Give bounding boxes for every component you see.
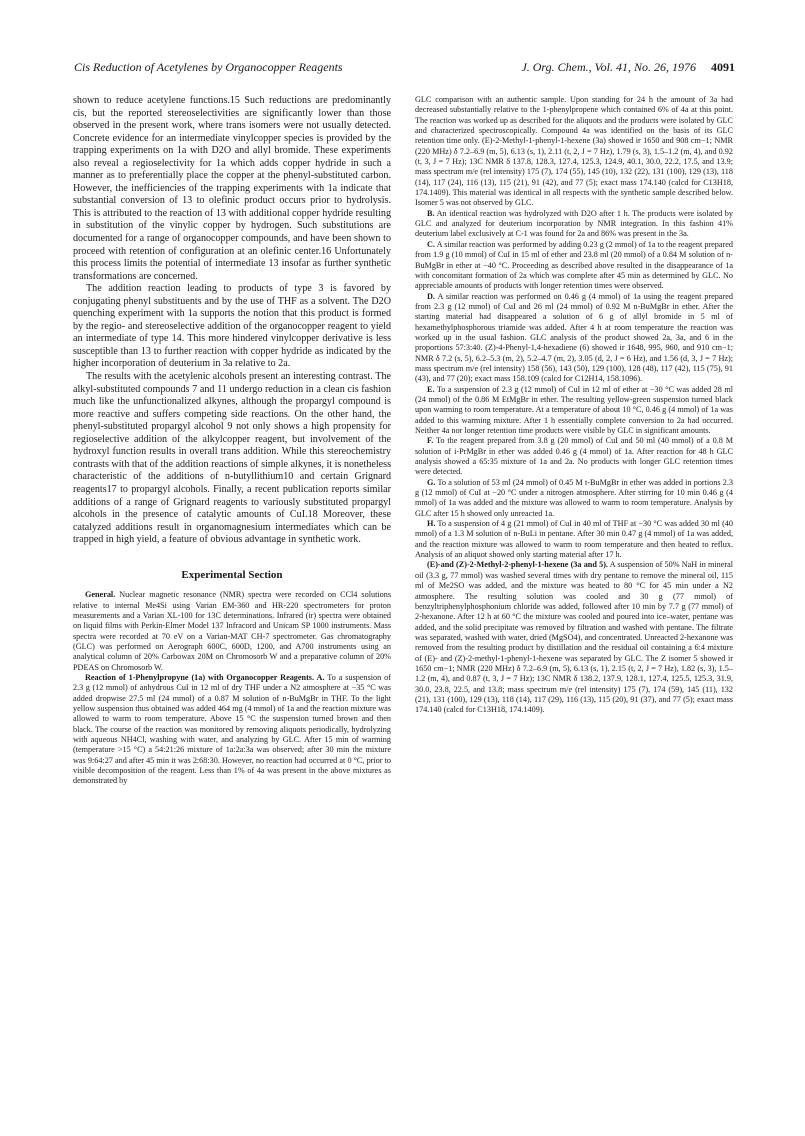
running-head-citation xyxy=(521,60,735,75)
general-paragraph xyxy=(73,590,391,673)
right-column xyxy=(415,95,733,716)
paragraph-f-text: To the reagent prepared from 3.8 g (20 mmol) of CuI and 50 ml (40 mmol) of a 0.8 M solution of i-PrMgBr in ether was added 0.46 g (4 mmol) of 1a. After reaction for 48 h GLC analysis showed a 65:35 mixture of 1a and 2a. No products with longer GLC retention times were detected. xyxy=(415,436,733,477)
paragraph-h-text: To a suspension of 4 g (21 mmol) of CuI in 40 ml of THF at −30 °C was added 30 ml (40 mmol) of a 1.3 M solution of n-BuLi in pentane. After 30 min 0.47 g (4 mmol) of 1a was added, and the reaction mixture was allowed to warm to room temperature and then heated to reflux. Analysis of an aliquot showed only starting material after 17 h. xyxy=(415,519,733,560)
continuation-paragraph: GLC comparison with an authentic sample. Upon standing for 24 h the amount of 3a had decreased substantially relative to the 1-phenylpropene which contained 6% of 4a at this point. The reaction was worked up as described for the aliquots and the products were isolated by GLC and characterized spectroscopically. Compound 4a was identified on the basis of its GLC retention time only. (E)-2-Methyl-1-phenyl-1-hexene (3a) showed ir 1650 and 908 cm−1; NMR (220 MHz) δ 7.2–6.9 (m, 5), 6.13 (s, 1), 2.11 (t, 2, J = 7 Hz), 1.79 (s, 3), 1.5–1.2 (m, 4), and 0.92 (t, 3, J = 7 Hz); 13C NMR δ 137.8, 128.3, 127.4, 125.3, 124.9, 40.1, 30.0, 22.2, 17.5, and 13.9; mass spectrum m/e (rel intensity) 175 (7), 174 (55), 145 (10), 132 (22), 131 (100), 129 (13), 118 (14), 117 (24), 116 (13), 115 (21), 91 (42), and 77 (5); exact mass 174.140 (calcd for C13H18, 174.1409). This material was identical in all respects with the synthetic sample described below. Isomer 5 was not observed by GLC. xyxy=(415,95,733,208)
body-paragraph: shown to reduce acetylene functions.15 Such reductions are predominantly cis, but the reported stereoselectivities are significantly lower than those observed in the present work, where trans isomers were not usually detected. Concrete evidence for an intermediate vinylcopper species is provided by the trapping experiments on 1a with D2O and allyl bromide. These experiments also reveal a regioselectivity for 1a which adds copper hydride in such a manner as to preferentially place the copper at the phenyl-substituted carbon. However, the inefficiencies of the trapping experiments with 1a indicate that substantial conversion of 13 to olefinic product occurs prior to hydrolysis. This is attributed to the reaction of 13 with additional copper hydride resulting in substitution of the vinylic copper by hydrogen. Such substitutions are documented for a range of organocopper compounds, and have been shown to proceed with retention of configuration at an olefinic center.16 Unfortunately this process limits the potential of intermediate 13 insofar as further synthetic transformations are concerned. xyxy=(73,95,391,282)
reaction-text: To a suspension of 2.3 g (12 mmol) of anhydrous CuI in 12 ml of dry THF under a N2 atmosphere at −35 °C was added dropwise 27.5 ml (24 mmol) of a 0.87 M solution of n-BuMgBr in THF. To the light yellow suspension thus obtained was added 464 mg (4 mmol) of 1a and the reaction mixture was allowed to warm to room temperature. Above 15 °C the suspension turned brown and then black. The course of the reaction was monitored by removing aliquots periodically, hydrolyzing with aqueous NH4Cl, washing with water, and analyzing by GLC. After 15 min of warming (temperature >15 °C) a 54:21:26 mixture of 1a:2a:3a was observed; after 30 min the mixture was 9:64:27 and after 45 min it was 2:68:30. However, no reaction had occurred at 0 °C, prior to visible decomposition of the reagent. Less than 1% of 4a was present in the above mixtures as demonstrated by xyxy=(73,672,391,786)
paragraph-h xyxy=(415,519,733,560)
paragraph-d xyxy=(415,292,733,385)
general-lead: General. xyxy=(85,590,116,600)
paragraph-synthesis-tag: (E)-and (Z)-2-Methyl-2-phenyl-1-hexene (3a and 5). xyxy=(427,560,608,570)
paragraph-f xyxy=(415,436,733,477)
body-paragraph: The results with the acetylenic alcohols present an interesting contrast. The alkyl-substituted compounds 7 and 11 undergo reduction in a clean cis fashion much like the unfunctionalized alkynes, although the propargyl compound is more reactive and suffers competing side reactions. On the other hand, the phenyl-substituted propargyl alcohol 9 not only shows a high propensity for regioselective addition of the alkylcopper reagent, but involvement of the hydroxyl function results in overall trans addition. While this stereochemistry contrasts with that of the addition reactions of simple alkynes, it is nonetheless characteristic of the additions of n-butyllithium10 and certain Grignard reagents17 to propargyl alcohols. Finally, a recent publication reports similar additions of a range of Grignard reagents to variously substituted propargyl alcohols in the presence of catalytic amounts of CuI.18 Moreover, these catalyzed additions result in organomagnesium intermediates which can be trapped in high yield, a feature of obvious advantage in synthetic work. xyxy=(73,371,391,546)
paragraph-b xyxy=(415,209,733,240)
paragraph-g-text: To a solution of 53 ml (24 mmol) of 0.45 M t-BuMgBr in ether was added in portions 2.3 g (12 mmol) of CuI at −20 °C under a nitrogen atmosphere. After stirring for 10 min 0.46 g (4 mmol) of 1a was added and the mixture was allowed to warm to room temperature. Analysis by GLC after 15 h showed only unreacted 1a. xyxy=(415,477,733,518)
paragraph-e-tag: E. xyxy=(427,384,435,394)
paragraph-f-tag: F. xyxy=(427,436,434,446)
general-text: Nuclear magnetic resonance (NMR) spectra were recorded on CCl4 solutions relative to internal Me4Si using Varian EM-360 and HR-220 spectrometers for proton measurements and a Varian XL-100 for 13C determinations. Infrared (ir) spectra were obtained on liquid films with Perkin-Elmer Model 137 Infracord and Unicam SP 1000 instruments. Mass spectra were recorded at 70 eV on a Varian-MAT CH-7 spectrometer. Gas chromatography (GLC) was performed on Aerograph 600C, 600D, 1200, and A700 instruments using an analytical column of 20% Carbowax 20M on Chromosorb W and a preparative column of 20% PDEAS on Chromosorb W. xyxy=(73,590,391,672)
paragraph-g-tag: G. xyxy=(427,477,436,487)
paragraph-b-text: An identical reaction was hydrolyzed with D2O after 1 h. The products were isolated by GLC and analyzed for deuterium incorporation by NMR integration. In this fashion 41% deuterium label exclusively at C-1 was found for 2a and 86% was present in the 3a. xyxy=(415,208,733,239)
paragraph-c xyxy=(415,240,733,292)
paragraph-synthesis-text: A suspension of 50% NaH in mineral oil (3.3 g, 77 mmol) was washed several times with dry pentane to remove the mineral oil, 115 ml of Me2SO was added, and the mixture was heated to 80 °C for 45 min under a N2 atmosphere. The resulting solution was cooled and 30 g (77 mmol) of benzyltriphenylphosphonium chloride was added, followed after 10 min by 7.7 g (77 mmol) of 2-hexanone. After 12 h at 60 °C the mixture was cooled and poured into ice–water, pentane was added, and the solid precipitate was removed by filtration and washed with pentane. The filtrate was separated, washed with water, dried (MgSO4), and concentrated. Unreacted 2-hexanone was removed from the resulting product by distillation and the residual oil containing a 6:4 mixture of (E)- and (Z)-2-methyl-1-phenyl-1-hexene was separated by GLC. The Z isomer 5 showed ir 1650 cm−1; NMR (220 MHz) δ 7.2–6.9 (m, 5), 6.13 (s, 1), 2.15 (t, 2, J = 7 Hz), 1.82 (s, 3), 1.5–1.2 (m, 4), and 0.87 (t, 3, J = 7 Hz); 13C NMR δ 138.2, 137.9, 128.1, 127.4, 125.5, 125.3, 31.9, 30.0, 23.8, 22.5, and 13.8; mass spectrum m/e (rel intensity) 175 (7), 174 (59), 145 (11), 132 (21), 131 (100), 129 (13), 118 (14), 117 (29), 116 (13), 115 (20), 91 (37), and 77 (5); exact mass 174.140 (calcd for C13H18, 174.1409). xyxy=(415,560,733,715)
reaction-lead: Reaction of 1-Phenylpropyne (1a) with Organocopper Reagents. A. xyxy=(85,672,325,682)
paragraph-b-tag: B. xyxy=(427,208,435,218)
reaction-paragraph xyxy=(73,673,391,787)
running-head-title: Cis Reduction of Acetylenes by Organocopper Reagents xyxy=(74,60,343,74)
left-column xyxy=(73,95,391,787)
page-number: 4091 xyxy=(711,60,735,74)
paragraph-d-tag: D. xyxy=(427,291,435,301)
paragraph-h-tag: H. xyxy=(427,519,436,529)
body-paragraph: The addition reaction leading to products of type 3 is favored by conjugating phenyl substituents and by the use of THF as a solvent. The D2O quenching experiment with 1a supports the notion that this product is formed by the regio- and stereoselective addition of the organocopper reagent to yield an intermediate of type 14. This more hindered vinylcopper derivative is less susceptible than 13 to further reaction with copper hydride as indicated by the higher incorporation of deuterium in 3a relative to 2a. xyxy=(73,283,391,370)
paragraph-c-tag: C. xyxy=(427,239,435,249)
paragraph-e-text: To a suspension of 2.3 g (12 mmol) of CuI in 12 ml of ether at −30 °C was added 28 ml (24 mmol) of the 0.86 M EtMgBr in ether. The resulting yellow-green suspension turned black upon warming to room temperature. At a temperature of about 10 °C, 0.46 g (4 mmol) of 1a was added to this warming mixture. After 1 h essentially complete conversion to 2a had occurred. Neither 4a nor longer retention time products were visible by GLC in significant amounts. xyxy=(415,384,733,435)
paragraph-e xyxy=(415,385,733,437)
running-head xyxy=(74,60,735,80)
section-heading: Experimental Section xyxy=(181,568,283,581)
paragraph-synthesis xyxy=(415,560,733,715)
paragraph-c-text: A similar reaction was performed by adding 0.23 g (2 mmol) of 1a to the reagent prepared from 1.9 g (10 mmol) of CuI in 15 ml of ether and 23.8 ml (20 mmol) of a 0.84 M solution of n-BuMgBr in ether at −40 °C. Proceeding as described above resulted in the disappearance of 1a with concomitant formation of 2a which was complete after 45 min as determined by GLC. No appreciable amounts of products with longer retention times were observed. xyxy=(415,239,733,291)
paragraph-d-text: A similar reaction was performed on 0.46 g (4 mmol) of 1a using the reagent prepared from 2.3 g (12 mmol) of CuI and 26 ml (24 mmol) of 0.92 M n-BuMgBr in ether. After the starting material had disappeared a solution of 6 g of allyl bromide in 5 ml of hexamethylphosphorous triamide was added. After 4 h at room temperature the reaction was worked up in the usual fashion. GLC analysis of the product showed 2a, 3a, and 6 in the proportions 57:3:40. (Z)-4-Phenyl-1,4-hexadiene (6) showed ir 1648, 995, 960, and 910 cm−1; NMR δ 7.2 (s, 5), 6.2–5.3 (m, 2), 5.2–4.7 (m, 2), 3.05 (d, 2, J = 6 Hz), and 1.56 (d, 3, J = 7 Hz); mass spectrum m/e (rel intensity) 158 (56), 143 (50), 129 (100), 128 (48), 117 (42), 115 (75), 91 (43), and 77 (20); exact mass 158.109 (calcd for C12H14, 158.1096). xyxy=(415,291,733,384)
journal-citation: J. Org. Chem., Vol. 41, No. 26, 1976 xyxy=(521,60,696,74)
paragraph-g xyxy=(415,478,733,519)
